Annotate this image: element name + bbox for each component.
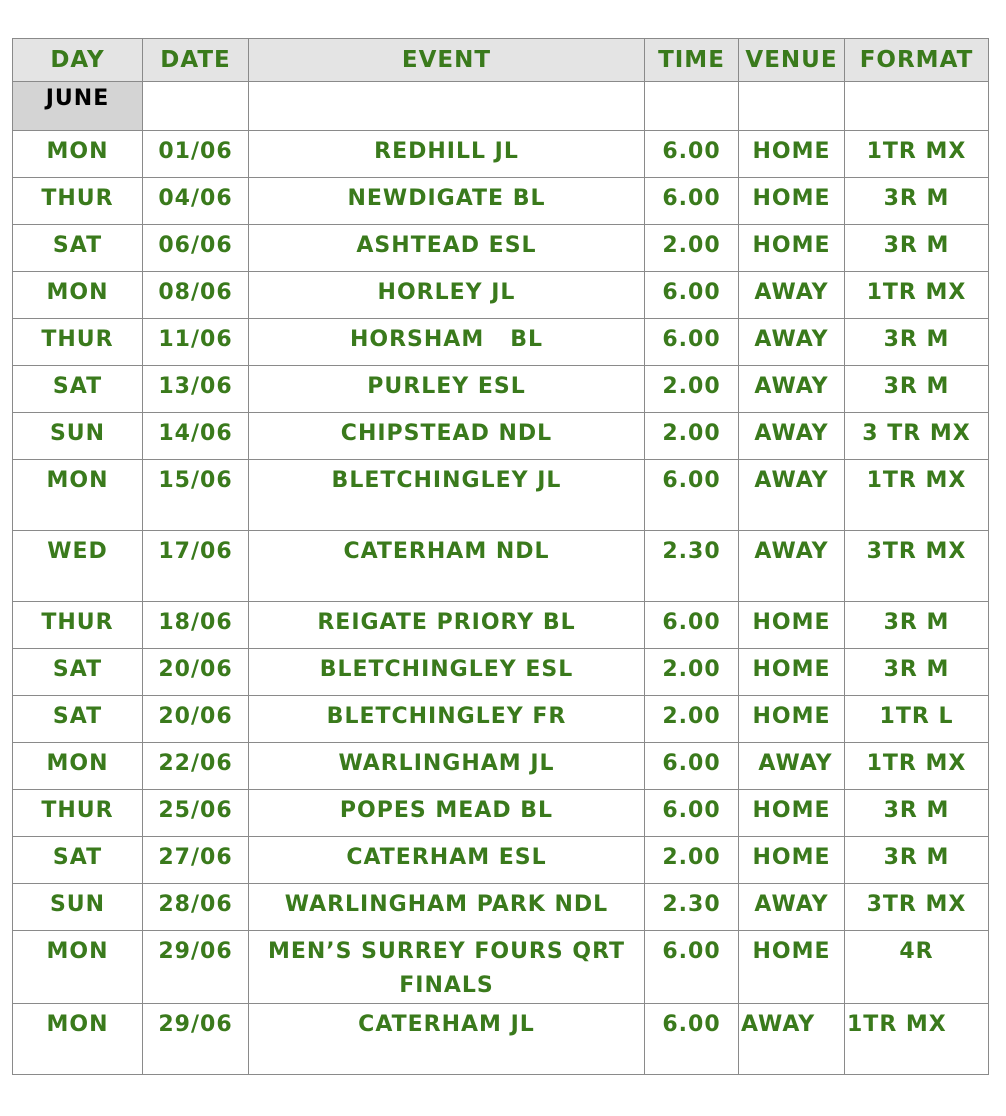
day-cell: SAT [13, 696, 143, 743]
venue-cell: HOME [739, 649, 845, 696]
date-cell: 20/06 [143, 649, 249, 696]
event-cell: CATERHAM JL [249, 1004, 645, 1075]
day-cell: THUR [13, 602, 143, 649]
format-cell: 3 TR MX [845, 413, 989, 460]
format-cell: 3R M [845, 366, 989, 413]
empty-cell [645, 82, 739, 131]
time-cell: 6.00 [645, 1004, 739, 1075]
event-cell: HORSHAM BL [249, 319, 645, 366]
event-cell: REIGATE PRIORY BL [249, 602, 645, 649]
time-cell: 6.00 [645, 743, 739, 790]
venue-cell: HOME [739, 602, 845, 649]
format-cell: 4R [845, 931, 989, 1004]
table-row [13, 884, 989, 931]
format-cell: 3R M [845, 837, 989, 884]
day-cell: THUR [13, 178, 143, 225]
date-cell: 29/06 [143, 931, 249, 1004]
table-row [13, 319, 989, 366]
time-cell: 2.00 [645, 696, 739, 743]
day-cell: MON [13, 272, 143, 319]
day-cell: MON [13, 743, 143, 790]
fixtures-table [12, 38, 989, 1075]
event-cell: NEWDIGATE BL [249, 178, 645, 225]
table-row [13, 696, 989, 743]
format-cell: 3R M [845, 602, 989, 649]
month-row [13, 82, 989, 131]
time-cell: 2.00 [645, 837, 739, 884]
format-cell: 1TR MX [845, 272, 989, 319]
header-format: FORMAT [845, 39, 989, 82]
time-cell: 2.00 [645, 413, 739, 460]
time-cell: 6.00 [645, 602, 739, 649]
time-cell: 6.00 [645, 131, 739, 178]
day-cell: WED [13, 531, 143, 602]
event-cell: REDHILL JL [249, 131, 645, 178]
header-venue: VENUE [739, 39, 845, 82]
date-cell: 22/06 [143, 743, 249, 790]
event-cell: PURLEY ESL [249, 366, 645, 413]
date-cell: 15/06 [143, 460, 249, 531]
day-cell: SAT [13, 225, 143, 272]
table-row [13, 272, 989, 319]
table-row [13, 531, 989, 602]
time-cell: 2.00 [645, 649, 739, 696]
venue-cell: AWAY [739, 743, 845, 790]
date-cell: 04/06 [143, 178, 249, 225]
time-cell: 2.30 [645, 531, 739, 602]
table-row [13, 837, 989, 884]
event-cell: ASHTEAD ESL [249, 225, 645, 272]
time-cell: 6.00 [645, 931, 739, 1004]
time-cell: 6.00 [645, 178, 739, 225]
event-cell: CATERHAM NDL [249, 531, 645, 602]
date-cell: 13/06 [143, 366, 249, 413]
month-label: JUNE [13, 82, 143, 131]
format-cell: 3TR MX [845, 884, 989, 931]
event-cell: HORLEY JL [249, 272, 645, 319]
day-cell: MON [13, 1004, 143, 1075]
venue-cell: HOME [739, 178, 845, 225]
table-row [13, 743, 989, 790]
venue-cell: HOME [739, 931, 845, 1004]
time-cell: 2.30 [645, 884, 739, 931]
date-cell: 18/06 [143, 602, 249, 649]
venue-cell: AWAY [739, 1004, 845, 1075]
format-cell: 1TR MX [845, 743, 989, 790]
empty-cell [845, 82, 989, 131]
table-row [13, 931, 989, 1004]
venue-cell: AWAY [739, 413, 845, 460]
table-row [13, 366, 989, 413]
venue-cell: AWAY [739, 531, 845, 602]
format-cell: 3R M [845, 178, 989, 225]
format-cell: 3R M [845, 649, 989, 696]
event-cell: BLETCHINGLEY FR [249, 696, 645, 743]
empty-cell [249, 82, 645, 131]
date-cell: 17/06 [143, 531, 249, 602]
table-row [13, 649, 989, 696]
table-row [13, 225, 989, 272]
venue-cell: AWAY [739, 460, 845, 531]
venue-cell: HOME [739, 837, 845, 884]
format-cell: 1TR MX [845, 131, 989, 178]
date-cell: 27/06 [143, 837, 249, 884]
header-date: DATE [143, 39, 249, 82]
format-cell: 3R M [845, 319, 989, 366]
event-cell: WARLINGHAM PARK NDL [249, 884, 645, 931]
empty-cell [143, 82, 249, 131]
date-cell: 28/06 [143, 884, 249, 931]
empty-cell [739, 82, 845, 131]
day-cell: MON [13, 931, 143, 1004]
time-cell: 6.00 [645, 790, 739, 837]
event-cell: CATERHAM ESL [249, 837, 645, 884]
header-time: TIME [645, 39, 739, 82]
day-cell: SAT [13, 649, 143, 696]
day-cell: SUN [13, 884, 143, 931]
venue-cell: AWAY [739, 319, 845, 366]
header-day: DAY [13, 39, 143, 82]
table-row [13, 413, 989, 460]
time-cell: 6.00 [645, 272, 739, 319]
table-row [13, 790, 989, 837]
date-cell: 20/06 [143, 696, 249, 743]
table-row [13, 178, 989, 225]
format-cell: 1TR L [845, 696, 989, 743]
format-cell: 3R M [845, 225, 989, 272]
venue-cell: AWAY [739, 884, 845, 931]
date-cell: 25/06 [143, 790, 249, 837]
event-cell: CHIPSTEAD NDL [249, 413, 645, 460]
event-cell: POPES MEAD BL [249, 790, 645, 837]
table-row [13, 1004, 989, 1075]
date-cell: 14/06 [143, 413, 249, 460]
format-cell: 1TR MX [845, 1004, 989, 1075]
time-cell: 6.00 [645, 460, 739, 531]
date-cell: 29/06 [143, 1004, 249, 1075]
date-cell: 08/06 [143, 272, 249, 319]
time-cell: 6.00 [645, 319, 739, 366]
venue-cell: AWAY [739, 366, 845, 413]
date-cell: 11/06 [143, 319, 249, 366]
time-cell: 2.00 [645, 225, 739, 272]
venue-cell: HOME [739, 225, 845, 272]
day-cell: THUR [13, 790, 143, 837]
table-row [13, 460, 989, 531]
venue-cell: HOME [739, 790, 845, 837]
day-cell: MON [13, 460, 143, 531]
table-row [13, 131, 989, 178]
format-cell: 1TR MX [845, 460, 989, 531]
day-cell: SUN [13, 413, 143, 460]
date-cell: 06/06 [143, 225, 249, 272]
venue-cell: HOME [739, 131, 845, 178]
format-cell: 3TR MX [845, 531, 989, 602]
venue-cell: HOME [739, 696, 845, 743]
event-cell: BLETCHINGLEY JL [249, 460, 645, 531]
event-cell: WARLINGHAM JL [249, 743, 645, 790]
day-cell: SAT [13, 366, 143, 413]
time-cell: 2.00 [645, 366, 739, 413]
venue-cell: AWAY [739, 272, 845, 319]
table-row [13, 602, 989, 649]
event-cell: BLETCHINGLEY ESL [249, 649, 645, 696]
event-cell: MEN’S SURREY FOURS QRT FINALS [249, 931, 645, 1004]
format-cell: 3R M [845, 790, 989, 837]
header-row [13, 39, 989, 82]
date-cell: 01/06 [143, 131, 249, 178]
day-cell: SAT [13, 837, 143, 884]
header-event: EVENT [249, 39, 645, 82]
day-cell: THUR [13, 319, 143, 366]
day-cell: MON [13, 131, 143, 178]
